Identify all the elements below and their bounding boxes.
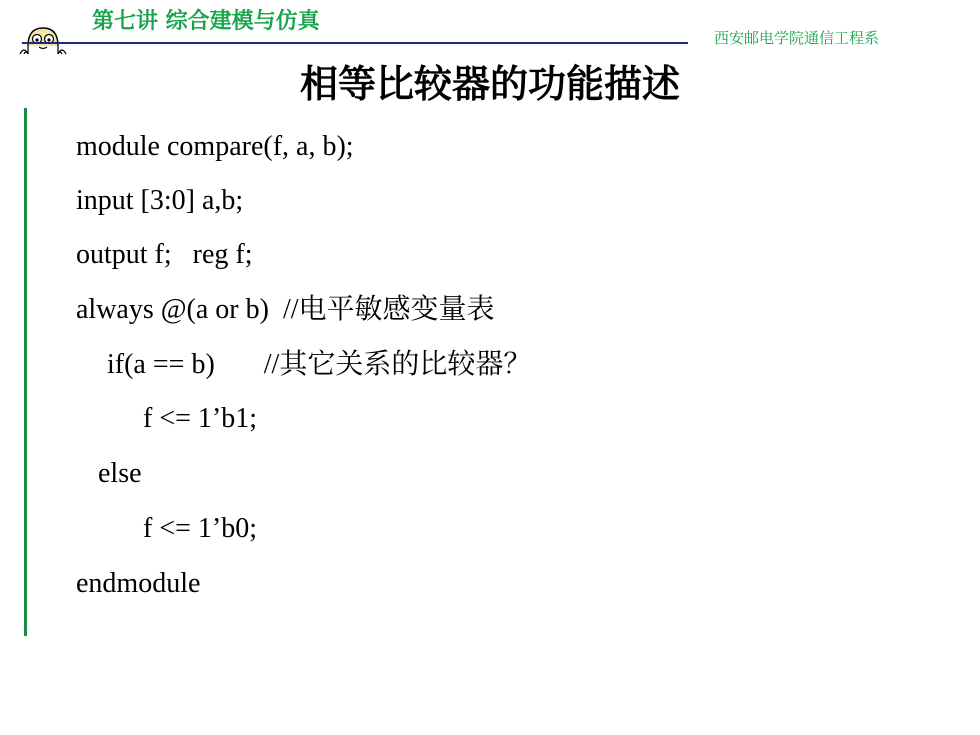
- code-line-always: always @(a or b) //电平敏感变量表: [76, 294, 495, 325]
- code-line-else: else: [98, 458, 142, 489]
- left-accent-bar: [24, 108, 27, 636]
- code-line-assign-false: f <= 1’b0;: [143, 513, 258, 544]
- lecture-title: 第七讲 综合建模与仿真: [92, 9, 320, 34]
- code-line-input: input [3:0] a,b;: [76, 185, 244, 216]
- header-divider: [22, 42, 688, 44]
- code-line-module: module compare(f, a, b);: [76, 131, 354, 162]
- code-line-assign-true: f <= 1’b1;: [143, 403, 258, 434]
- institution-name: 西安邮电学院通信工程系: [714, 29, 880, 47]
- code-line-output: output f; reg f;: [76, 239, 253, 270]
- cartoon-mascot-icon: [18, 24, 68, 58]
- code-line-if: if(a == b) //其它关系的比较器？: [107, 349, 532, 380]
- code-line-endmodule: endmodule: [76, 568, 201, 599]
- slide-title: 相等比较器的功能描述: [299, 62, 680, 106]
